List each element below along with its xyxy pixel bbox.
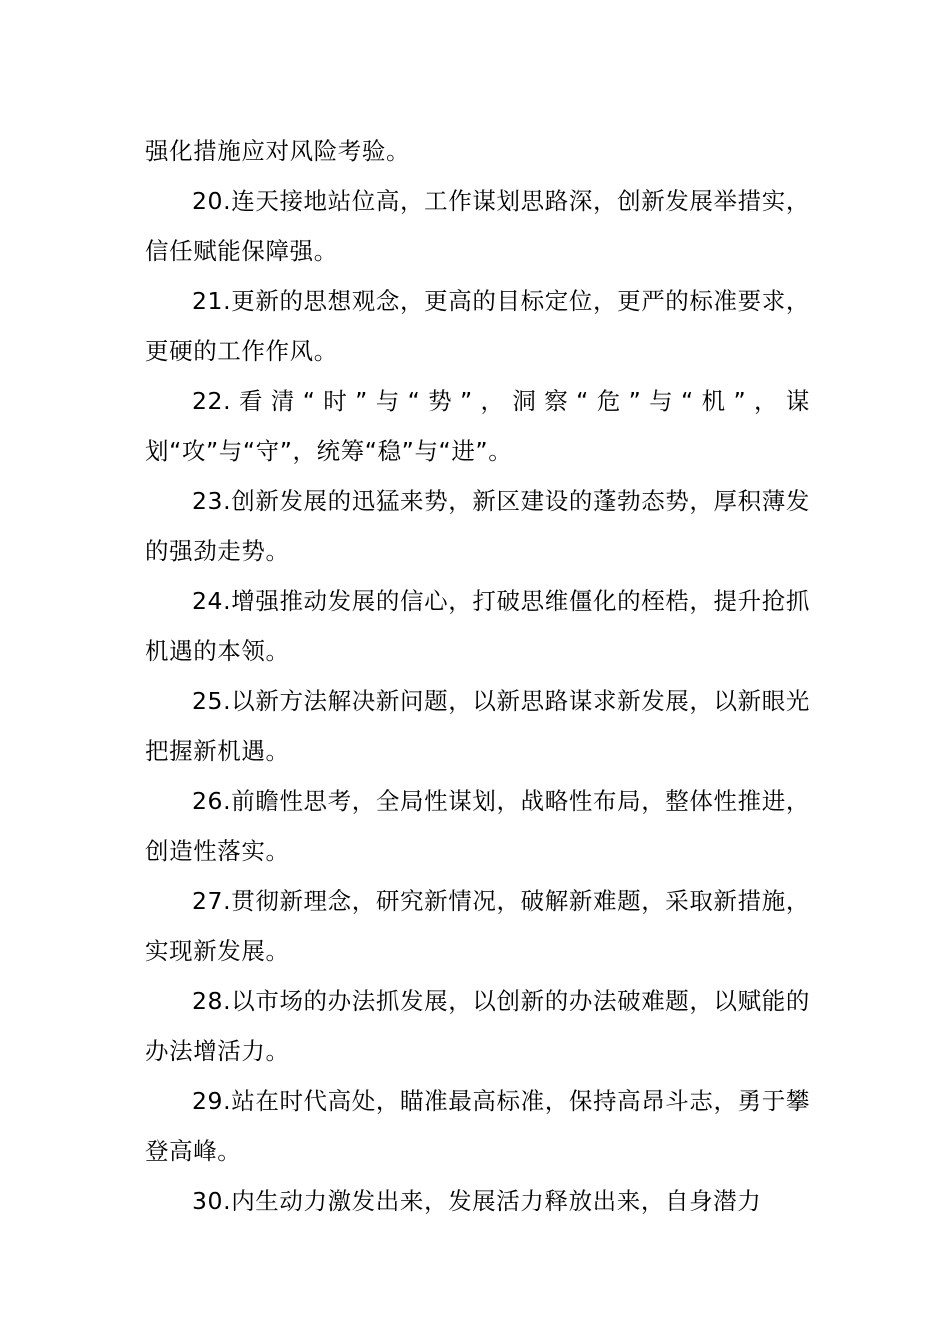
item-number: 28. <box>192 987 232 1015</box>
document-body <box>145 126 810 1226</box>
list-item <box>145 376 810 476</box>
item-text: 看清“时”与“势”，洞察“危”与“机”，谋划“攻”与“守”，统筹“稳”与“进”。 <box>145 387 810 465</box>
item-number: 30. <box>192 1187 232 1215</box>
item-text: 内生动力激发出来，发展活力释放出来，自身潜力 <box>231 1187 762 1215</box>
list-item <box>145 476 810 576</box>
item-text: 前瞻性思考，全局性谋划，战略性布局，整体性推进，创造性落实。 <box>145 787 810 865</box>
list-item <box>145 676 810 776</box>
item-text: 以市场的办法抓发展，以创新的办法破难题，以赋能的办法增活力。 <box>145 987 810 1065</box>
list-item <box>145 876 810 976</box>
item-number: 24. <box>192 587 232 615</box>
item-number: 22. <box>192 387 232 415</box>
item-text: 站在时代高处，瞄准最高标准，保持高昂斗志，勇于攀登高峰。 <box>145 1087 810 1165</box>
list-item <box>145 576 810 676</box>
list-item <box>145 276 810 376</box>
item-number: 29. <box>192 1087 232 1115</box>
item-number: 25. <box>192 687 232 715</box>
item-text: 连天接地站位高，工作谋划思路深，创新发展举措实，信任赋能保障强。 <box>145 187 810 265</box>
item-text: 以新方法解决新问题，以新思路谋求新发展，以新眼光把握新机遇。 <box>145 687 810 765</box>
list-item <box>145 776 810 876</box>
item-number: 21. <box>192 287 232 315</box>
list-item <box>145 176 810 276</box>
item-number: 26. <box>192 787 232 815</box>
item-text: 更新的思想观念，更高的目标定位，更严的标准要求，更硬的工作作风。 <box>145 287 810 365</box>
item-text: 贯彻新理念，研究新情况，破解新难题，采取新措施，实现新发展。 <box>145 887 810 965</box>
item-text: 增强推动发展的信心，打破思维僵化的桎梏，提升抢抓机遇的本领。 <box>145 587 810 665</box>
list-item <box>145 1076 810 1176</box>
item-number: 23. <box>192 487 232 515</box>
list-item <box>145 976 810 1076</box>
item-text: 创新发展的迅猛来势，新区建设的蓬勃态势，厚积薄发的强劲走势。 <box>145 487 810 565</box>
lead-paragraph: 强化措施应对风险考验。 <box>145 137 411 165</box>
list-item <box>145 1176 810 1226</box>
item-number: 20. <box>192 187 232 215</box>
item-number: 27. <box>192 887 232 915</box>
